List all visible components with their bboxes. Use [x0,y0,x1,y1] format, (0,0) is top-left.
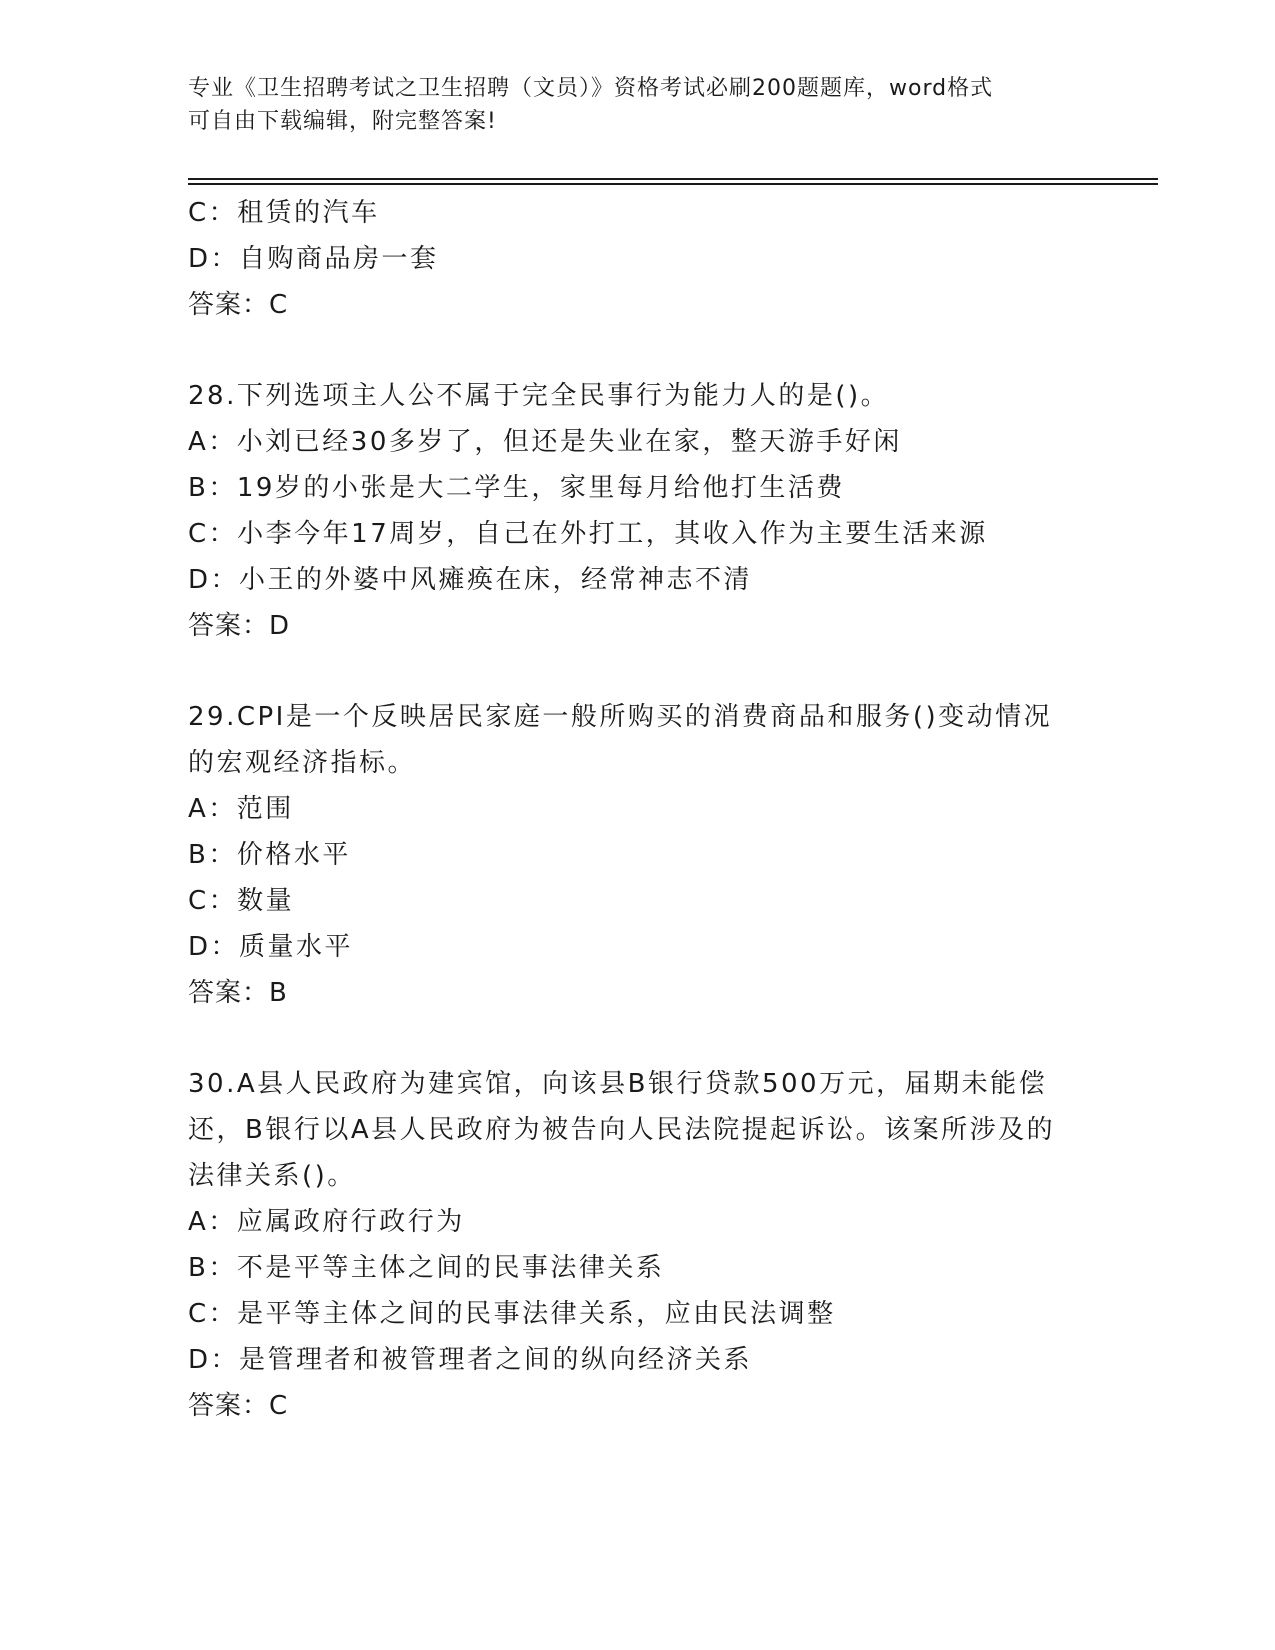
question-30 [188,1061,1088,1429]
question-gap [188,649,1088,694]
question-stem: 法律关系()。 [188,1161,356,1191]
question-gap [188,328,1088,373]
question-list [188,190,1088,1429]
header-divider-bottom [188,183,1158,185]
option-c: C：数量 [188,886,295,916]
header-line-2: 可自由下载编辑，附完整答案! [188,109,497,134]
option-b: B：19岁的小张是大二学生，家里每月给他打生活费 [188,473,845,503]
option-c: C：是平等主体之间的民事法律关系，应由民法调整 [188,1299,836,1329]
answer-line: 答案：D [188,611,291,641]
option-c: C：小李今年17周岁，自己在外打工，其收入作为主要生活来源 [188,519,988,549]
option-b: B：价格水平 [188,840,351,870]
question-stem: 28.下列选项主人公不属于完全民事行为能力人的是()。 [188,381,890,411]
option-d: D：质量水平 [188,932,354,962]
question-stem: 29.CPI是一个反映居民家庭一般所购买的消费商品和服务()变动情况 [188,702,1053,732]
question-stem: 的宏观经济指标。 [188,748,417,778]
answer-line: 答案：B [188,978,288,1008]
option-d: D：自购商品房一套 [188,244,439,274]
document-header [188,72,1088,138]
option-d: D：是管理者和被管理者之间的纵向经济关系 [188,1345,753,1375]
option-a: A：范围 [188,794,294,824]
header-line-1: 专业《卫生招聘考试之卫生招聘（文员）》资格考试必刷200题题库，word格式 [188,76,994,101]
option-a: A：小刘已经30多岁了，但还是失业在家，整天游手好闲 [188,427,902,457]
answer-line: 答案：C [188,290,289,320]
option-a: A：应属政府行政行为 [188,1207,465,1237]
previous-question-tail [188,190,1088,328]
question-29 [188,694,1088,1016]
option-c: C：租赁的汽车 [188,198,380,228]
option-b: B：不是平等主体之间的民事法律关系 [188,1253,665,1283]
option-d: D：小王的外婆中风瘫痪在床，经常神志不清 [188,565,753,595]
question-gap [188,1016,1088,1061]
question-stem: 30.A县人民政府为建宾馆，向该县B银行贷款500万元，届期未能偿 [188,1069,1048,1099]
question-stem: 还，B银行以A县人民政府为被告向人民法院提起诉讼。该案所涉及的 [188,1115,1056,1145]
question-28 [188,373,1088,649]
answer-line: 答案：C [188,1391,289,1421]
header-divider-top [188,178,1158,180]
